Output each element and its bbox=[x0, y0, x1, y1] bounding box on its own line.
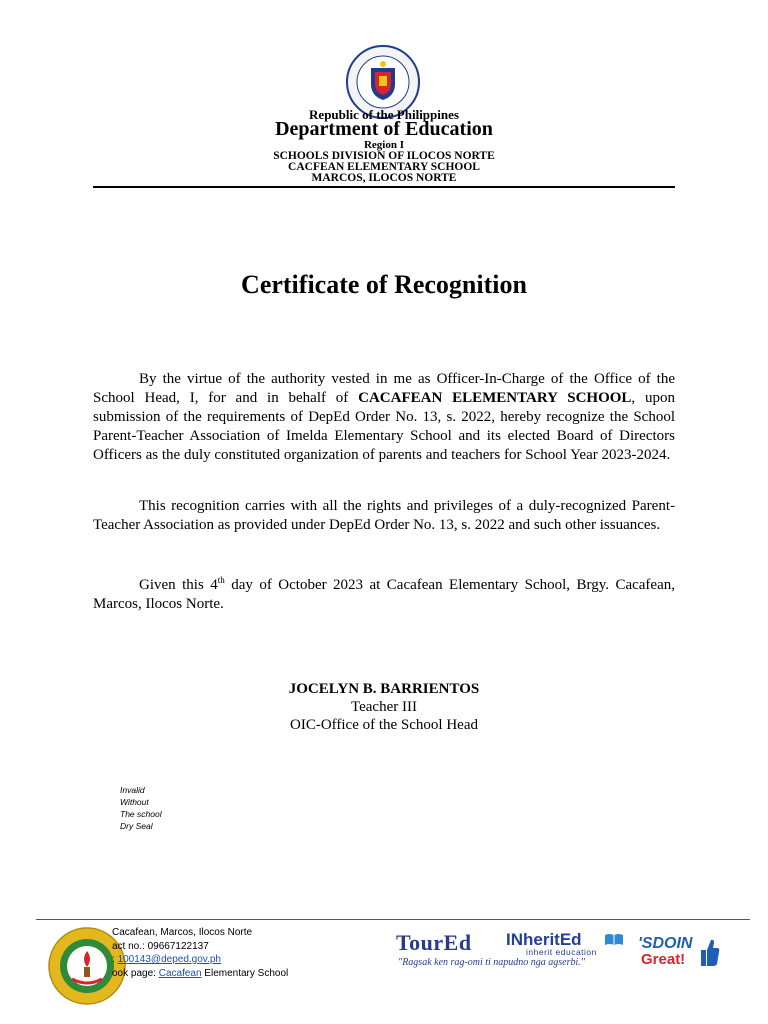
inherited-logo: INheritEd bbox=[506, 930, 582, 949]
certificate-title: Certificate of Recognition bbox=[241, 270, 527, 299]
footer-contact bbox=[112, 940, 288, 954]
great-logo: Great! bbox=[641, 951, 686, 968]
contact-label: act no.: bbox=[112, 940, 148, 952]
note-line: Dry Seal bbox=[120, 821, 153, 831]
footer-email bbox=[112, 953, 288, 967]
school-heading: CACFEAN ELEMENTARY SCHOOL bbox=[288, 161, 480, 173]
email-label: : bbox=[112, 954, 118, 965]
note-line: Without bbox=[120, 797, 149, 807]
rights-paragraph: This recognition carries with all the rights and privileges of a duly-recognized Parent-Teacher Association as provided under DepEd Order No. 13, s. 2022 and such other issuances. bbox=[93, 498, 675, 533]
p3-text-before: Given this 4 bbox=[139, 577, 218, 593]
given-paragraph bbox=[93, 571, 675, 614]
signatory-name: JOCELYN B. BARRIENTOS bbox=[288, 681, 480, 697]
address-heading: MARCOS, ILOCOS NORTE bbox=[311, 172, 457, 184]
contact-number: 09667122137 bbox=[147, 940, 209, 952]
facebook-rest: Elementary School bbox=[201, 967, 289, 979]
republic-heading: Republic of the Philippines bbox=[309, 107, 459, 122]
footer-facebook bbox=[112, 967, 288, 981]
facebook-label: ook page: bbox=[112, 967, 159, 979]
region-heading: Region I bbox=[363, 139, 405, 151]
date-ordinal: th bbox=[217, 575, 225, 585]
header-divider bbox=[93, 186, 675, 188]
school-name-emphasis: CACAFEAN ELEMENTARY SCHOOL bbox=[358, 390, 632, 406]
footer-contacts bbox=[112, 926, 288, 980]
toured-logo: TourEd bbox=[396, 930, 472, 955]
facebook-link[interactable]: Cacafean bbox=[158, 967, 202, 979]
dry-seal-note bbox=[120, 784, 162, 832]
footer-divider bbox=[36, 919, 750, 920]
division-heading: SCHOOLS DIVISION OF ILOCOS NORTE bbox=[273, 150, 495, 162]
department-heading: Department of Education bbox=[275, 118, 493, 140]
email-link[interactable]: 100143@deped.gov.ph bbox=[117, 954, 221, 965]
footer-tagline: "Ragsak ken rag-omi ti napudno nga agserbi." bbox=[398, 957, 585, 968]
note-line: The school bbox=[120, 809, 162, 819]
p1-text-after: , upon submission of the requirements of DepEd Order No. 13, s. 2022, hereby recognize the School Parent-Teacher Association of Imelda Elementary School and its elected Board of Directors Officers as the duly constituted organization of parents and teachers for School Year 2023-2024. bbox=[93, 390, 675, 463]
p3-text-after: day of October 2023 at Cacafean Elementary School, Brgy. Cacafean, Marcos, Ilocos Norte. bbox=[93, 577, 675, 612]
book-icon bbox=[604, 932, 624, 946]
inherited-logo-subtitle: inherit education bbox=[526, 947, 597, 957]
p1-text-before: By the virtue of the authority vested in me as Officer-In-Charge of the Office of the School Head, I, for and in behalf of bbox=[93, 371, 675, 406]
signatory-position: Teacher III bbox=[351, 699, 417, 715]
signatory-office: OIC-Office of the School Head bbox=[290, 717, 478, 733]
note-line: Invalid bbox=[120, 785, 145, 795]
recognition-paragraph bbox=[93, 370, 675, 465]
sdoin-logo: 'SDOIN bbox=[638, 935, 693, 952]
thumbs-up-icon bbox=[698, 936, 720, 968]
footer-address: Cacafean, Marcos, Ilocos Norte bbox=[112, 927, 253, 938]
